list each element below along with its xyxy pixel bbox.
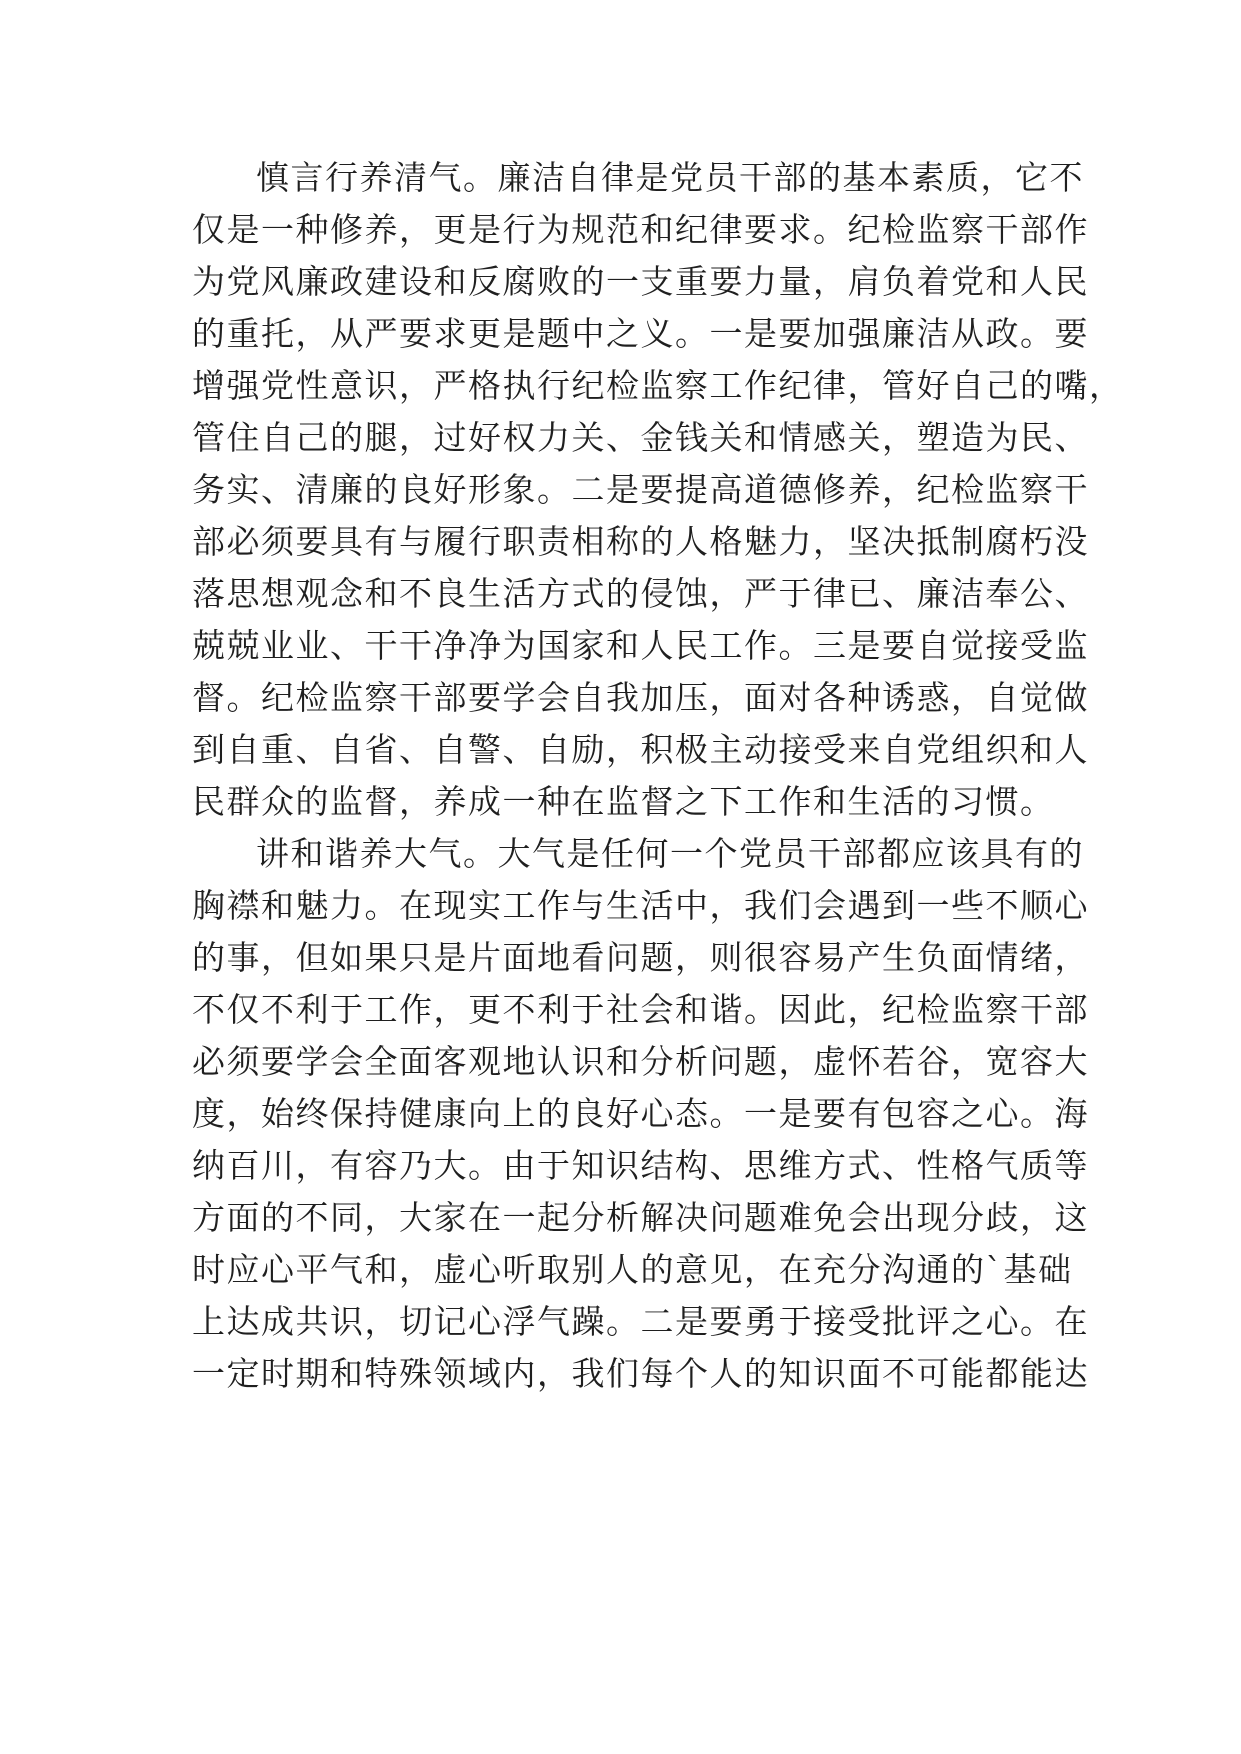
paragraph-discipline: [192, 152, 1124, 828]
paragraph-line: 纳百川，有容乃大。由于知识结构、思维方式、性格气质等: [192, 1146, 1089, 1185]
paragraph-line: 一定时期和特殊领域内，我们每个人的知识面不可能都能达: [192, 1354, 1089, 1393]
paragraph-line: 胸襟和魅力。在现实工作与生活中，我们会遇到一些不顺心: [192, 886, 1089, 925]
paragraph-line: 落思想观念和不良生活方式的侵蚀，严于律已、廉洁奉公、: [192, 574, 1089, 613]
paragraph-line: 增强党性意识，严格执行纪检监察工作纪律，管好自己的嘴，: [192, 366, 1124, 405]
paragraph-line: 仅是一种修养，更是行为规范和纪律要求。纪检监察干部作: [192, 210, 1089, 249]
paragraph-line: 不仅不利于工作，更不利于社会和谐。因此，纪检监察干部: [192, 990, 1089, 1029]
paragraph-line: 民群众的监督，养成一种在监督之下工作和生活的习惯。: [192, 782, 1055, 821]
paragraph-line: 慎言行养清气。廉洁自律是党员干部的基本素质，它不: [256, 158, 1084, 197]
paragraph-line: 为党风廉政建设和反腐败的一支重要力量，肩负着党和人民: [192, 262, 1089, 301]
paragraph-line: 管住自己的腿，过好权力关、金钱关和情感关，塑造为民、: [192, 418, 1089, 457]
paragraph-line: 兢兢业业、干干净净为国家和人民工作。三是要自觉接受监: [192, 626, 1089, 665]
paragraph-line: 务实、清廉的良好形象。二是要提高道德修养，纪检监察干: [192, 470, 1089, 509]
paragraph-line: 度，始终保持健康向上的良好心态。一是要有包容之心。海: [192, 1094, 1089, 1133]
paragraph-line: 时应心平气和，虚心听取别人的意见，在充分沟通的`基础: [192, 1250, 1073, 1289]
paragraph-line: 的重托，从严要求更是题中之义。一是要加强廉洁从政。要: [192, 314, 1089, 353]
paragraph-line: 的事，但如果只是片面地看问题，则很容易产生负面情绪，: [192, 938, 1089, 977]
paragraph-line: 讲和谐养大气。大气是任何一个党员干部都应该具有的: [256, 834, 1084, 873]
document-body: [192, 152, 1124, 1400]
paragraph-line: 方面的不同，大家在一起分析解决问题难免会出现分歧，这: [192, 1198, 1089, 1237]
paragraph-line: 必须要学会全面客观地认识和分析问题，虚怀若谷，宽容大: [192, 1042, 1089, 1081]
paragraph-line: 部必须要具有与履行职责相称的人格魅力，坚决抵制腐朽没: [192, 522, 1089, 561]
paragraph-line: 督。纪检监察干部要学会自我加压，面对各种诱惑，自觉做: [192, 678, 1089, 717]
paragraph-harmony: [192, 828, 1089, 1400]
paragraph-line: 上达成共识，切记心浮气躁。二是要勇于接受批评之心。在: [192, 1302, 1089, 1341]
paragraph-line: 到自重、自省、自警、自励，积极主动接受来自党组织和人: [192, 730, 1089, 769]
